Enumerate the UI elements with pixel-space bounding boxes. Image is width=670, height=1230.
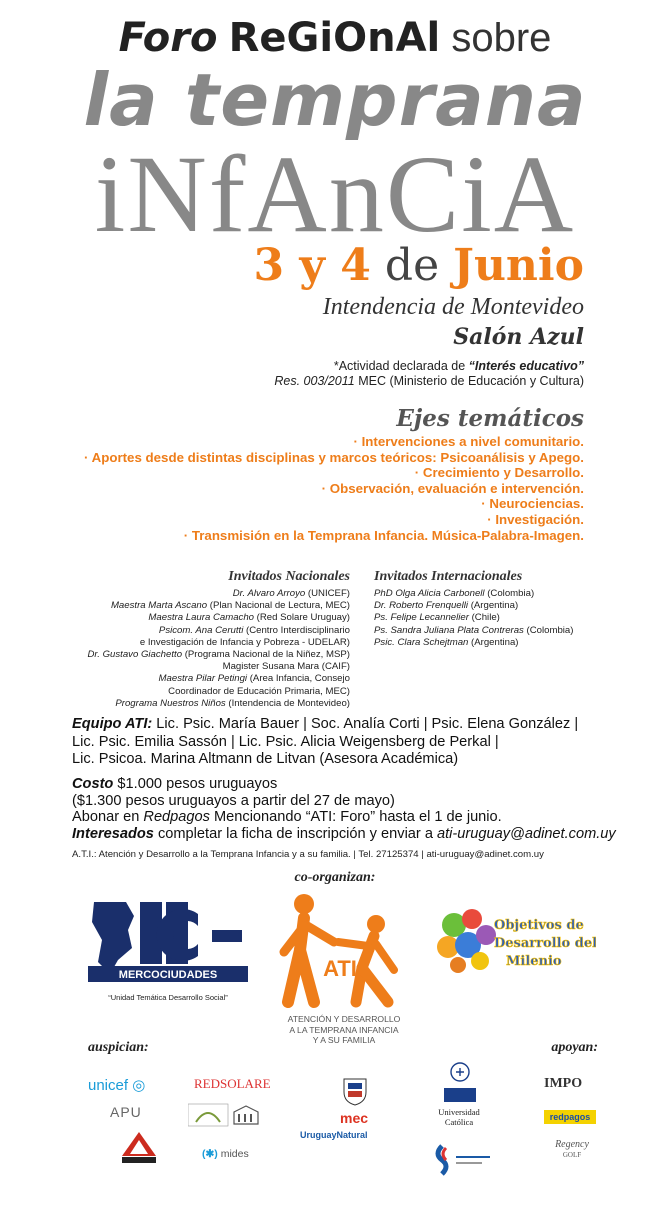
ministerio-logo: [434, 1144, 494, 1176]
team-block: [72, 716, 578, 769]
guest-name: Dr. Gustavo Giachetto: [87, 649, 183, 661]
guest-name: Psicom. Ana Cerutti: [158, 624, 244, 636]
ati-caption-line: ATENCIÓN Y DESARROLLO: [287, 1014, 401, 1024]
eje-item: · Aportes desde distintas disciplinas y marcos teóricos: Psicoanálisis y Apego.: [83, 449, 584, 465]
eje-item: · Crecimiento y Desarrollo.: [414, 465, 584, 481]
guest-item: [87, 612, 350, 624]
declaration-res: Res. 003/2011: [274, 374, 355, 388]
guest-detail: (Red Solare Uruguay): [254, 612, 350, 624]
title-line-1: [0, 14, 670, 62]
interested-label: Interesados: [72, 825, 154, 842]
eje-item: · Neurociencias.: [481, 496, 584, 512]
guest-item: [87, 588, 350, 600]
ati-caption-line: A LA TEMPRANA INFANCIA: [289, 1024, 399, 1035]
mercociudades-caption: “Unidad Temática Desarrollo Social”: [108, 993, 228, 1002]
unesco-icon: [188, 1102, 264, 1128]
mercociudades-logo: [88, 896, 248, 996]
event-venue: Intendencia de Montevideo: [322, 294, 584, 320]
international-guests-title: Invitados Internacionales: [374, 569, 523, 584]
guest-detail: (Centro Interdisciplinario: [243, 624, 350, 636]
contact-email[interactable]: ati-uruguay@adinet.com.uy: [437, 825, 616, 842]
cost-late-price: ($1.300 pesos uruguayos a partir del 27 de mayo): [72, 792, 395, 809]
team-line-3: Lic. Psicoa. Marina Altmann de Litvan (Asesora Académica): [72, 751, 459, 767]
alder-icon: [120, 1130, 158, 1164]
international-guests-list: [374, 588, 573, 649]
eje-item: · Observación, evaluación e intervención.: [321, 480, 584, 496]
ucu-line-2: Católica: [444, 1116, 474, 1127]
guest-name: Ps. Sandra Juliana Plata Contreras: [374, 624, 524, 636]
ucu-crest-icon: [434, 1060, 486, 1104]
guest-item: [374, 612, 573, 624]
declaration-res-rest: MEC (Ministerio de Educación y Cultura): [358, 374, 584, 388]
globe-icon: ◎: [132, 1077, 146, 1094]
ucu-name: [424, 1108, 494, 1127]
title-sobre: sobre: [451, 16, 552, 60]
unicef-text: unicef: [88, 1077, 129, 1094]
ati-caption: [268, 1014, 420, 1046]
guest-name: Maestra Marta Ascano: [110, 600, 208, 612]
cost-price: $1.000 pesos uruguayos: [113, 776, 278, 792]
event-hall: Salón Azul: [453, 324, 584, 350]
mercociudades-text: MERCOCIUDADES: [118, 969, 218, 981]
event-dates: [253, 240, 584, 292]
guest-detail: (Colombia): [523, 624, 574, 636]
mides-text: mides: [220, 1148, 249, 1160]
interested-rest: completar la ficha de inscripción y enviar a: [153, 825, 438, 842]
national-guests-list: [87, 588, 350, 710]
guest-item: [87, 625, 350, 637]
team-line-2: Lic. Psic. Emilia Sassón | Lic. Psic. Alicia Weigensberg de Perkal |: [72, 733, 499, 750]
ucu-line-1: Universidad: [438, 1107, 480, 1117]
guest-detail: e Investigación de Infancia y Pobreza - UDELAR): [139, 636, 350, 648]
declaration: [274, 359, 584, 389]
guest-detail: (Area Infancia, Consejo: [247, 673, 350, 685]
guest-name: Maestra Laura Camacho: [148, 612, 255, 624]
guest-name: Programa Nuestros Niños: [115, 697, 226, 709]
pay-rest: Mencionando “ATI: Foro” hasta el 1 de junio.: [209, 809, 502, 826]
title-line-2: la temprana: [83, 58, 587, 142]
regency-golf-logo: [544, 1140, 600, 1160]
guest-item: [87, 686, 350, 698]
guest-item: [87, 600, 350, 612]
guest-item: [87, 649, 350, 661]
guest-item: [374, 588, 573, 600]
ejes-title: Ejes temáticos: [396, 405, 584, 432]
svg-text:ATI: ATI: [323, 956, 357, 981]
guest-detail: (Argentina): [468, 600, 519, 612]
ati-figures-icon: [270, 890, 420, 1010]
regency-line-2: GOLF: [562, 1151, 582, 1159]
guest-detail: (Argentina): [468, 636, 519, 648]
ati-caption-line: Y A SU FAMILIA: [312, 1035, 376, 1045]
apu-logo: APU: [110, 1104, 142, 1120]
uruguay-natural-logo: UruguayNatural: [300, 1130, 368, 1140]
eje-item: · Transmisión en la Temprana Infancia. Música-Palabra-Imagen.: [183, 527, 584, 543]
cost-label: Costo: [72, 776, 114, 792]
guest-item: [87, 661, 350, 673]
guest-item: [374, 625, 573, 637]
mides-logo: (✱) mides: [202, 1148, 249, 1160]
odm-line-1: Objetivos de: [494, 918, 584, 933]
auspician-title: auspician:: [88, 1040, 149, 1055]
dates-de: de: [384, 240, 440, 291]
ati-logo: [270, 890, 420, 1010]
mercociudades-icon: [88, 896, 248, 996]
guest-name: Dr. Alvaro Arroyo: [232, 588, 306, 599]
footer-contact: A.T.I.: Atención y Desarrollo a la Temprana Infancia y a su familia. | Tel. 27125374 | ati-uruguay@adinet.com.uy: [72, 849, 544, 860]
guest-item: [87, 673, 350, 685]
odm-logo: [436, 905, 596, 975]
guest-name: Psic. Clara Schejtman: [374, 636, 469, 648]
guest-detail: (Colombia): [484, 588, 535, 599]
guest-name: Dr. Roberto Frenquelli: [374, 600, 469, 612]
guest-detail: (UNICEF): [305, 588, 350, 599]
odm-line-2: Desarrollo del: [494, 936, 596, 951]
guest-detail: Coordinador de Educación Primaria, MEC): [168, 685, 350, 697]
guest-item: [374, 637, 573, 649]
apoyan-title: apoyan:: [551, 1040, 598, 1055]
declaration-prefix: *Actividad declarada de: [333, 359, 466, 373]
guest-name: Maestra Pilar Petingi: [158, 673, 248, 685]
guest-detail: (Programa Nacional de la Niñez, MSP): [182, 649, 350, 661]
declaration-interest: “Interés educativo”: [468, 359, 584, 373]
guest-detail: (Intendencia de Montevideo): [225, 697, 350, 709]
ucu-logo: [434, 1060, 486, 1140]
redpagos-logo: redpagos: [544, 1110, 596, 1124]
ejes-list: [84, 434, 584, 543]
guest-detail: (Plan Nacional de Lectura, MEC): [207, 600, 350, 612]
redsolare-logo: REDSOLARE: [194, 1076, 271, 1091]
eje-item: · Intervenciones a nivel comunitario.: [353, 434, 584, 449]
title-foro: Foro: [118, 15, 218, 61]
pay-prefix: Abonar en: [72, 809, 144, 826]
shield-icon: [340, 1076, 370, 1106]
guest-detail: (Chile): [468, 612, 500, 624]
guest-name: PhD Olga Alicia Carbonell: [374, 588, 485, 599]
team-label: Equipo ATI:: [72, 716, 153, 732]
national-guests-title: Invitados Nacionales: [228, 569, 350, 584]
unesco-logo: [188, 1102, 264, 1128]
pay-where: Redpagos: [143, 809, 210, 826]
odm-icon: [436, 905, 596, 975]
co-organizers-title: co-organizan:: [294, 870, 376, 885]
guest-item: [87, 698, 350, 710]
alder-logo: [120, 1130, 158, 1164]
guest-item: [374, 600, 573, 612]
title-line-3: iNfAnCiA: [94, 133, 576, 255]
odm-line-3: Milenio: [506, 954, 562, 969]
cost-block: [72, 776, 616, 842]
ministerio-icon: [434, 1144, 494, 1176]
guest-detail: Magister Susana Mara (CAIF): [222, 661, 350, 673]
escuela-crest-logo: [340, 1076, 370, 1106]
impo-logo: IMPO: [544, 1076, 583, 1091]
eje-item: · Investigación.: [487, 511, 584, 527]
team-line-1: Lic. Psic. María Bauer | Soc. Analía Corti | Psic. Elena González |: [152, 716, 579, 732]
dates-days: 3 y 4: [253, 240, 371, 291]
guest-item: [87, 637, 350, 649]
regency-line-1: Regency: [555, 1139, 589, 1150]
guest-name: Ps. Felipe Lecannelier: [374, 612, 469, 624]
title-regional: ReGiOnAl: [228, 15, 441, 61]
dates-month: Junio: [453, 240, 584, 291]
unicef-logo: [88, 1076, 145, 1094]
mec-logo: mec: [340, 1110, 369, 1126]
